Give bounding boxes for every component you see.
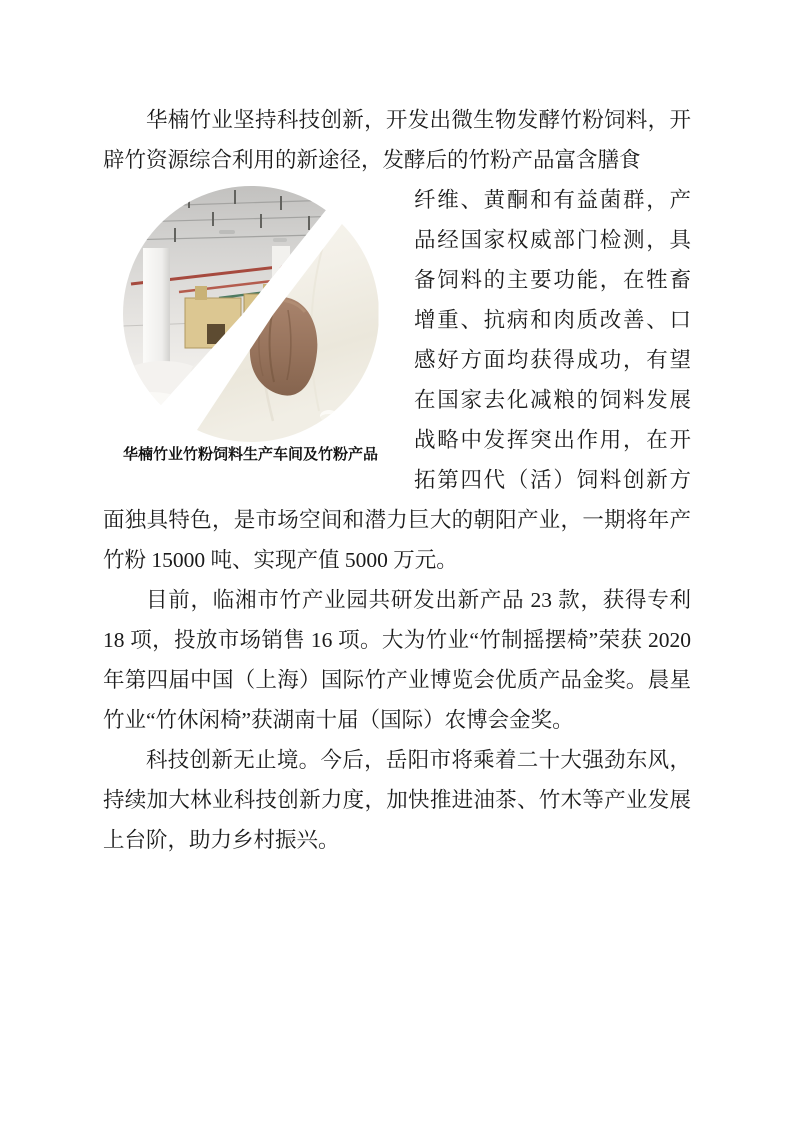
circular-photo-collage (123, 186, 379, 442)
paragraph-1-lead: 华楠竹业坚持科技创新，开发出微生物发酵竹粉饲料，开辟竹资源综合利用的新途径，发酵后的竹粉产品富含膳食 (103, 108, 691, 172)
inline-figure (103, 180, 398, 464)
paragraph-2: 目前，临湘市竹产业园共研发出新产品 23 款，获得专利 18 项，投放市场销售 16 项。大为竹业“竹制摇摆椅”荣获 2020 年第四届中国（上海）国际竹产业博览会优质产品金奖。晨星竹业“竹休闲椅”获湖南十届（国际）农博会金奖。 (103, 588, 691, 732)
article-body (103, 100, 691, 860)
figure-caption: 华楠竹业竹粉饲料生产车间及竹粉产品 (122, 447, 378, 463)
paragraph-3: 科技创新无止境。今后，岳阳市将乘着二十大强劲东风，持续加大林业科技创新力度，加快推进油茶、竹木等产业发展上台阶，助力乡村振兴。 (103, 748, 691, 852)
paragraph-1-continued: 纤维、黄酮和有益菌群，产品经国家权威部门检测，具备饲料的主要功能，在牲畜增重、抗病和肉质改善、口感好方面均获得成功，有望在国家去化减粮的饲料发展战略中发挥突出作用，在开拓第四代（活）饲料创新方面独具特色，是市场空间和潜力巨大的朝阳产业，一期将年产竹粉 15000 吨、实现产值 5000 万元。 (103, 188, 691, 572)
